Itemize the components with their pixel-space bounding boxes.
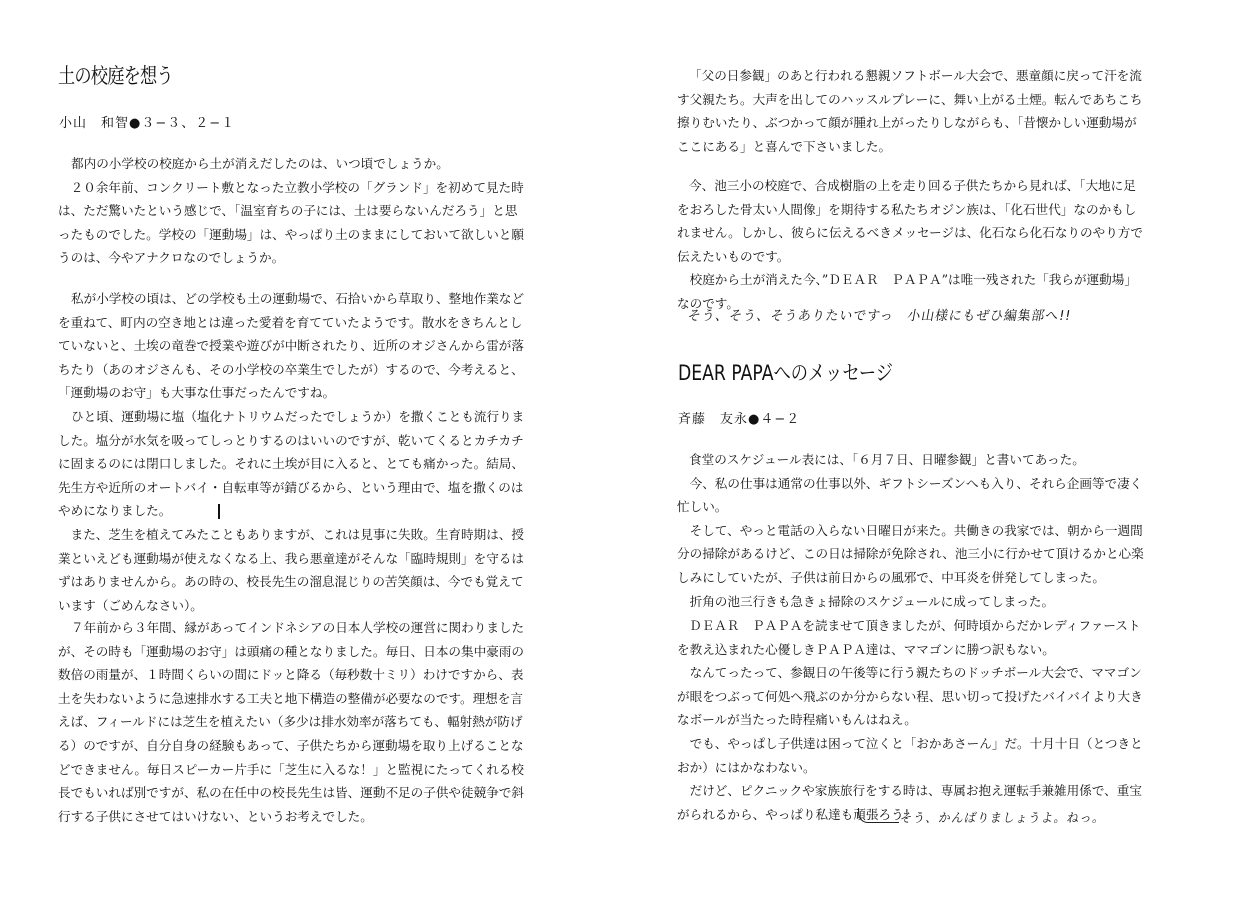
text-line: ていないと、土埃の竜巻で授業や遊びが中断されたり、近所のオジさんから雷が落 [58, 338, 524, 354]
text-line: 都内の小学校の校庭から土が消えだしたのは、いつ頃でしょうか。 [71, 156, 449, 171]
text-line: ひと頃、運動場に塩（塩化ナトリウムだったでしょうか）を撒くことも流行りま [71, 409, 525, 424]
paragraph-3 [58, 405, 525, 617]
text-line: 今、私の仕事は通常の仕事以外、ギフトシーズンへも入り、それら企画等で凄く [677, 475, 1143, 491]
paragraph-5 [677, 64, 1143, 158]
text-line: が眼をつぶって何処へ飛ぶのか分からない程、思い切って投げたバイバイより大き [677, 688, 1143, 704]
text-line: 先生方や近所のオートバイ・自転車等が錆びるから、という理由で、塩を撒くのは [58, 479, 524, 495]
text-line: 「父の日参観」のあと行われる懇親ソフトボール大会で、悪童顔に戻って汗を流 [689, 68, 1142, 83]
text-line: 擦りむいたり、ぶつかって顔が腫れ上がったりしながらも、「昔懐かしい運動場が [677, 115, 1137, 131]
paragraph-2 [58, 287, 525, 405]
text-line: ずはありませんから。あの時の、校長先生の溜息混じりの苦笑顔は、今でも覚えて [58, 574, 524, 590]
text-line: 校庭から土が消えた今、”ＤＥＡＲ ＰＡＰＡ”は唯一残された「我らが運動場」 [677, 272, 1137, 288]
text-line: しみにしていたが、子供は前日からの風邪で、中耳炎を併発してしまった。 [677, 569, 1105, 585]
text-line: が、その時も「運動場のお守」は頭痛の種となりました。毎日、日本の集中豪雨の [58, 643, 524, 659]
text-line: また、芝生を植えてみたこともありますが、これは見事に失敗。生育時期は、授 [58, 526, 524, 542]
cursor-mark [218, 504, 220, 519]
text-line: 折角の池三行きも急きょ掃除のスケジュールに成ってしまった。 [677, 593, 1055, 609]
author-saito: 斉藤 友永●４−２ [678, 412, 801, 427]
text-line: 長でもいれば別ですが、私の在任中の校長先生は皆、運動不足の子供や徒競争で斜 [58, 785, 524, 801]
paragraph-8 [677, 614, 1143, 826]
text-line: がられるから、やっぱり私達も頑張ろう！ [677, 806, 917, 822]
text-line: ２０余年前、コンクリート敷となった立教小学校の「グランド」を初めて見た時 [58, 179, 524, 195]
text-line: ７年前から３年間、縁があってインドネシアの日本人学校の運営に関わりました [71, 620, 525, 635]
text-line: れません。しかし、彼らに伝えるべきメッセージは、化石なら化石なりのやり方で [677, 225, 1143, 241]
handwritten-note-2: そう、かんばりましょうよ。ねっ。 [899, 810, 1107, 825]
text-line: る）のですが、自分自身の経験もあって、子供たちから運動場を取り上げることな [58, 737, 524, 753]
text-line: 業といえども運動場が使えなくなる上、我ら悪童達がそんな「臨時規則」を守るは [58, 550, 524, 566]
text-line: 分の掃除があるけど、この日は掃除が免除され、池三小に行かせて頂けるかと心楽 [677, 546, 1144, 562]
handwritten-hook-mark [858, 808, 899, 823]
text-line: をおろした骨太い人間像」を期待する私たちオジン族は、「化石世代」なのかもし [677, 201, 1137, 217]
text-line: ここにある」と喜んで下さいました。 [677, 138, 892, 154]
text-line: 「運動場のお守」も大事な仕事だったんですね。 [58, 385, 336, 401]
text-line: 数倍の雨量が、１時間くらいの間にドッと降る（毎秒数十ミリ）わけですから、表 [58, 667, 524, 683]
text-line: 今、池三小の校庭で、合成樹脂の上を走り回る子供たちから見れば、「大地に足 [689, 178, 1136, 193]
text-line: おか）にはかなわない。 [677, 759, 816, 775]
text-line: 忙しい。 [677, 499, 728, 515]
text-line: でも、やっぱし子供達は困って泣くと「おかあさーん」だ。十月十日（とつきと [677, 735, 1143, 751]
text-line: なのです。 [677, 295, 739, 311]
text-line: どできません。毎日スピーカー片手に「芝生に入るな！」と監視にたってくれる校 [58, 761, 524, 777]
text-line: 食堂のスケジュール表には、「６月７日、日曜参観」と書いてあった。 [689, 452, 1085, 467]
text-line: 土を失わないように急速排水する工夫と地下構造の整備が必要なのです。理想を言 [58, 690, 523, 706]
text-line: えば、フィールドには芝生を植えたい（多少は排水効率が落ちても、輻射熱が防げ [58, 714, 523, 730]
text-line: だけど、ピクニックや家族旅行をする時は、専属お抱え運転手兼雑用係で、重宝 [677, 783, 1142, 799]
text-line: す父親たち。大声を出してのハッスルプレーに、舞い上がる土煙。転んであちこち [677, 91, 1143, 107]
article-title-tsuchi: 土の校庭を想う [58, 64, 173, 88]
paragraph-7 [677, 448, 1144, 613]
text-line: うのは、今やアナクロなのでしょうか。 [58, 250, 285, 266]
text-line: ったものでした。学校の「運動場」は、やっぱり土のままにしておいて欲しいと願 [58, 226, 524, 242]
text-line: を教え込まれた心優しきＰＡＰＡ達は、ママゴンに勝つ訳もない。 [677, 641, 1055, 657]
text-line: やめになりました。 [58, 503, 172, 519]
text-line: そして、やっと電話の入らない日曜日が来た。共働きの我家では、朝から一週間 [677, 522, 1143, 538]
article-title-dear-papa: DEAR PAPAへのメッセージ [678, 361, 893, 385]
handwritten-note: そう、そう、そうありたいですっ 小山様にもぜひ編集部へ!! [686, 308, 1073, 324]
text-line: なんてったって、参観日の午後等に行う親たちのドッチボール大会で、ママゴン [677, 665, 1142, 681]
text-line: した。塩分が水気を吸ってしっとりするのはいいのですが、乾いてくるとカチカチ [58, 432, 524, 448]
text-line: は、ただ驚いたという感じで、「温室育ちの子には、土は要らないんだろう」と思 [58, 203, 518, 219]
text-line: ちたり（あのオジさんも、その小学校の卒業生でしたが）するので、今考えると、 [58, 361, 524, 377]
text-line: 行する子供にさせてはいけない、というお考えでした。 [58, 808, 373, 824]
author-koyama: 小山 和智●３−３、２−１ [59, 116, 236, 131]
paragraph-4 [58, 616, 525, 828]
text-line: に固まるのには閉口しました。それに土埃が目に入ると、とても痛かった。結局、 [58, 456, 524, 472]
text-line: 伝えたいものです。 [677, 248, 790, 264]
text-line: を重ねて、町内の空き地とは違った愛着を育てていたようです。散水をきちんとし [58, 314, 523, 330]
text-line: います（ごめんなさい）。 [58, 597, 203, 613]
text-line: なボールが当たった時程痛いもんはねえ。 [677, 712, 917, 728]
text-line: ＤＥＡＲ ＰＡＰＡを読ませて頂きましたが、何時頃からだかレディファースト [689, 618, 1141, 633]
text-line: 私が小学校の頃は、どの学校も土の運動場で、石拾いから草取り、整地作業など [71, 291, 525, 306]
right-page [620, 0, 1239, 900]
paragraph-1 [58, 152, 524, 270]
